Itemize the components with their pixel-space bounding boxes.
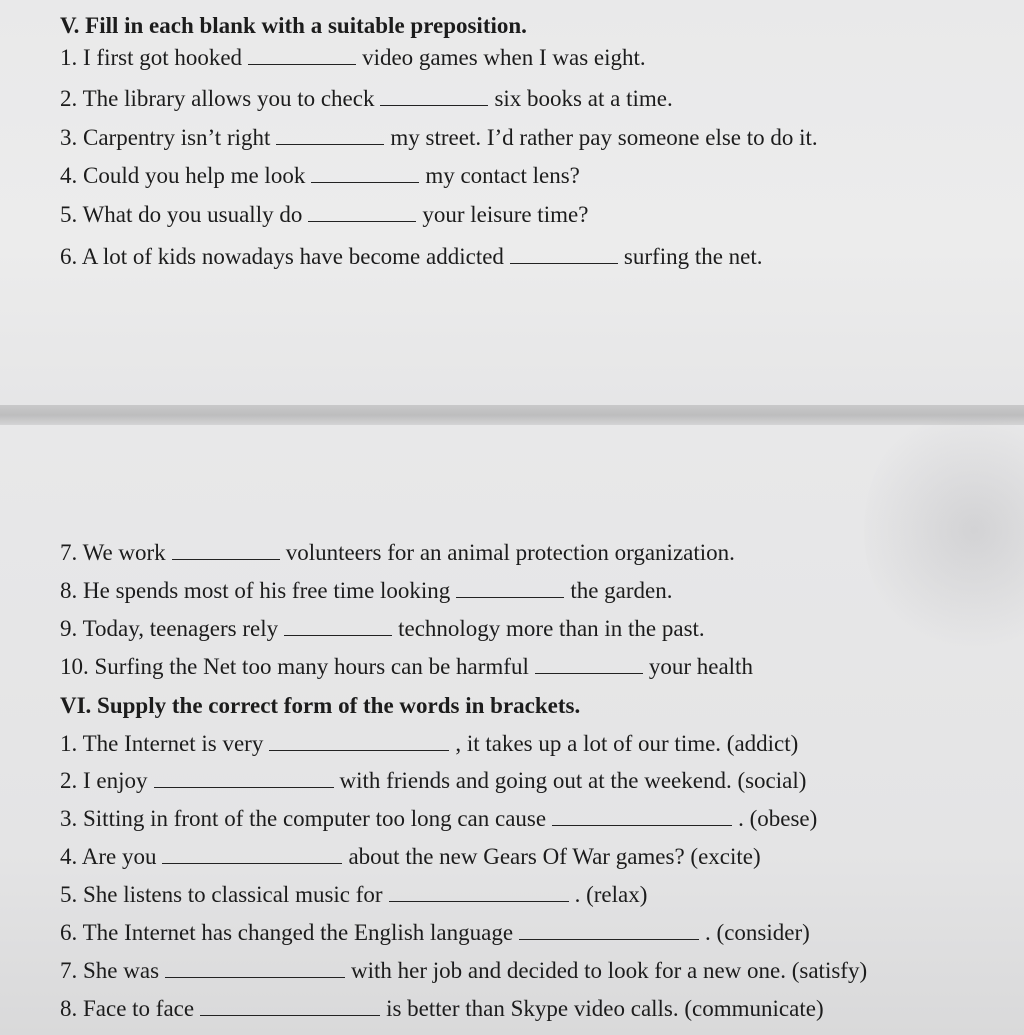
item-text-before: 8. Face to face	[60, 996, 195, 1021]
item-text-after: my street. I’d rather pay someone else to do it.	[390, 125, 818, 150]
section-v-title: V. Fill in each blank with a suitable preposition.	[60, 13, 527, 38]
item-text-before: 3. Carpentry isn’t right	[60, 125, 271, 150]
answer-blank[interactable]	[276, 126, 384, 145]
answer-blank[interactable]	[154, 769, 334, 788]
answer-blank[interactable]	[510, 245, 618, 264]
item-text-before: 7. She was	[60, 958, 160, 983]
exercise-item	[60, 843, 761, 871]
item-text-before: 1. The Internet is very	[60, 731, 264, 756]
answer-blank[interactable]	[200, 997, 380, 1016]
exercise-item	[60, 201, 588, 229]
exercise-item	[60, 653, 753, 681]
answer-blank[interactable]	[162, 845, 342, 864]
answer-blank[interactable]	[380, 87, 488, 106]
exercise-item	[60, 124, 818, 152]
answer-blank[interactable]	[248, 46, 356, 65]
answer-blank[interactable]	[269, 732, 449, 751]
item-text-before: 4. Could you help me look	[60, 163, 306, 188]
item-text-before: 8. He spends most of his free time looking	[60, 578, 451, 603]
item-text-before: 3. Sitting in front of the computer too long can cause	[60, 806, 547, 831]
answer-blank[interactable]	[172, 541, 280, 560]
item-text-before: 2. The library allows you to check	[60, 86, 375, 111]
answer-blank[interactable]	[308, 203, 416, 222]
section-vi-title: VI. Supply the correct form of the words in brackets.	[60, 693, 581, 718]
page-gap	[0, 405, 1024, 425]
exercise-item	[60, 243, 763, 271]
exercise-item	[60, 539, 735, 567]
exercise-item	[60, 85, 673, 113]
item-text-before: 2. I enjoy	[60, 768, 148, 793]
exercise-item	[60, 44, 646, 72]
exercise-item	[60, 919, 810, 947]
item-text-after: six books at a time.	[494, 86, 673, 111]
item-text-after: is better than Skype video calls. (communicate)	[386, 996, 824, 1021]
item-text-after: with friends and going out at the weekend. (social)	[339, 768, 807, 793]
item-text-after: about the new Gears Of War games? (excite)	[348, 844, 761, 869]
exercise-item	[60, 805, 817, 833]
item-text-after: surfing the net.	[623, 244, 763, 269]
item-text-after: the garden.	[570, 578, 673, 603]
exercise-item	[60, 995, 824, 1023]
item-text-after: your leisure time?	[422, 202, 589, 227]
item-text-before: 9. Today, teenagers rely	[60, 616, 279, 641]
answer-blank[interactable]	[284, 617, 392, 636]
exercise-item	[60, 577, 673, 605]
item-text-after: . (relax)	[574, 882, 648, 907]
item-text-before: 6. A lot of kids nowadays have become addicted	[60, 244, 504, 269]
exercise-item	[60, 881, 647, 909]
item-text-before: 10. Surfing the Net too many hours can be harmful	[60, 654, 529, 679]
answer-blank[interactable]	[389, 883, 569, 902]
item-text-after: . (obese)	[738, 806, 818, 831]
answer-blank[interactable]	[456, 579, 564, 598]
answer-blank[interactable]	[535, 655, 643, 674]
item-text-before: 6. The Internet has changed the English language	[60, 920, 514, 945]
answer-blank[interactable]	[552, 807, 732, 826]
answer-blank[interactable]	[165, 959, 345, 978]
item-text-before: 1. I first got hooked	[60, 45, 243, 70]
item-text-before: 4. Are you	[60, 844, 157, 869]
answer-blank[interactable]	[311, 164, 419, 183]
item-text-before: 5. What do you usually do	[60, 202, 303, 227]
item-text-after: video games when I was eight.	[362, 45, 646, 70]
exercise-item	[60, 767, 806, 795]
item-text-after: your health	[648, 654, 753, 679]
item-text-after: volunteers for an animal protection organization.	[285, 540, 735, 565]
item-text-after: my contact lens?	[425, 163, 580, 188]
exercise-item	[60, 730, 798, 758]
exercise-item	[60, 162, 580, 190]
item-text-before: 5. She listens to classical music for	[60, 882, 383, 907]
item-text-before: 7. We work	[60, 540, 166, 565]
exercise-item	[60, 957, 867, 985]
item-text-after: with her job and decided to look for a new one. (satisfy)	[351, 958, 868, 983]
exercise-item	[60, 615, 705, 643]
item-text-after: technology more than in the past.	[398, 616, 705, 641]
item-text-after: . (consider)	[705, 920, 810, 945]
item-text-after: , it takes up a lot of our time. (addict)	[455, 731, 799, 756]
answer-blank[interactable]	[519, 921, 699, 940]
